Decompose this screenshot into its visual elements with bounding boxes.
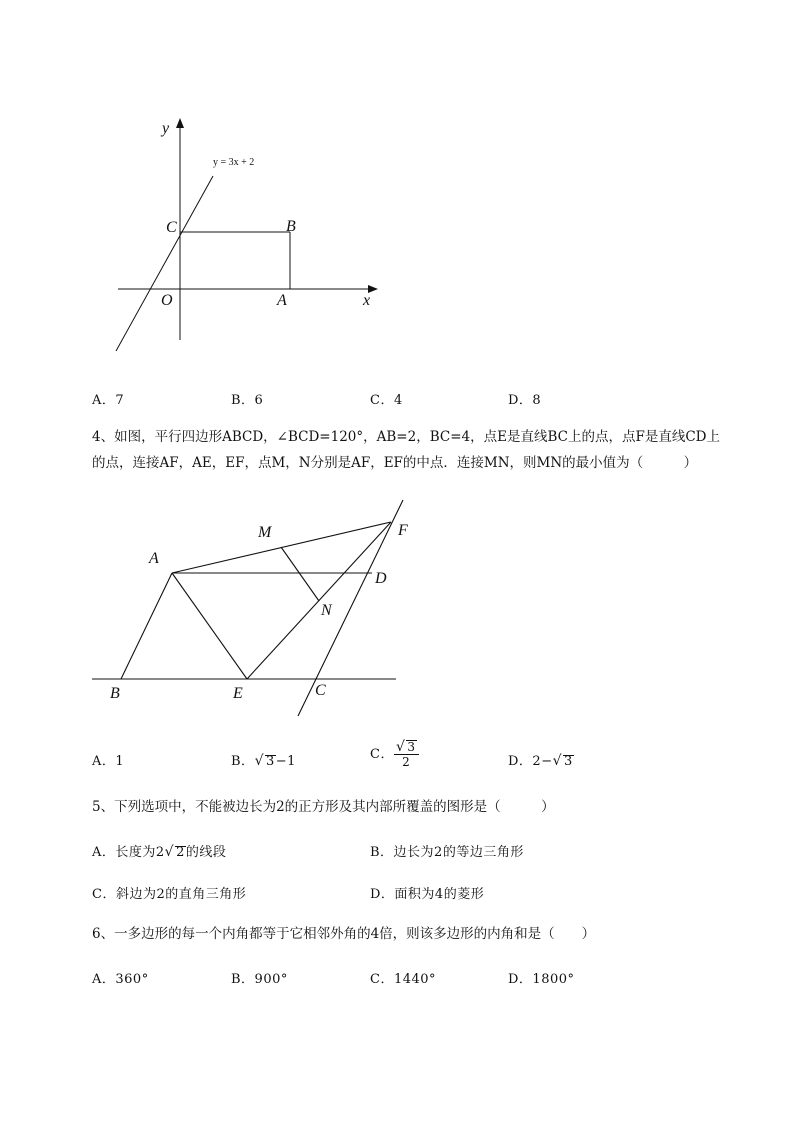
equation-label: y = 3x + 2: [213, 157, 255, 168]
q3-option-b: B．6: [231, 393, 264, 408]
p-label-d: D: [375, 570, 387, 587]
point-a-label: A: [277, 292, 287, 309]
q5-stem: 5、下列选项中，不能被边长为2的正方形及其内部所覆盖的图形是（ ）: [92, 799, 555, 815]
q6-option-b: B．900°: [231, 972, 288, 987]
q4-option-d: D．2−√ 3: [508, 753, 573, 769]
q4-option-c: C． $\frac{√ 3}{2}$: [370, 740, 419, 769]
x-axis-label: x: [363, 292, 371, 309]
p-label-e: E: [233, 685, 243, 702]
q6-option-a: A．360°: [92, 972, 149, 987]
q4-stem-line1: 4、如图，平行四边形ABCD，∠BCD=120°，AB=2，BC=4，点E是直线BC上的点，点F是直线CD上: [92, 429, 720, 445]
point-c-label: C: [166, 219, 177, 236]
q4-option-b: B．√ 3−1: [231, 753, 296, 769]
q3-option-d: D．8: [508, 393, 542, 408]
q5-option-a: A．长度为2√ 2的线段: [92, 844, 227, 860]
q5-option-b: B．边长为2的等边三角形: [370, 845, 524, 860]
q5-option-d: D．面积为4的菱形: [370, 887, 485, 902]
q6-stem: 6、一多边形的每一个内角都等于它相邻外角的4倍，则该多边形的内角和是（ ）: [92, 926, 596, 942]
q6-option-c: C．1440°: [370, 972, 437, 987]
p-label-f: F: [398, 522, 408, 539]
p-label-m: M: [258, 524, 272, 541]
q5-option-c: C．斜边为2的直角三角形: [92, 887, 247, 902]
segment-ab: [121, 573, 172, 679]
q3-option-a: A．7: [92, 393, 125, 408]
segment-mn: [281, 547, 319, 601]
p-label-a: A: [149, 550, 159, 567]
point-b-label: B: [286, 218, 296, 235]
q4-option-a: A．1: [92, 754, 125, 769]
origin-label: O: [161, 292, 173, 309]
line-cd: [298, 500, 403, 716]
q3-option-c: C．4: [370, 393, 403, 408]
q4-stem-line2: 的点，连接AF，AE，EF，点M，N分别是AF，EF的中点．连接MN，则MN的最小值为（ ）: [92, 455, 698, 471]
p-label-n: N: [321, 602, 332, 619]
p-label-b: B: [110, 685, 120, 702]
q6-option-d: D．1800°: [508, 972, 575, 987]
y-axis-label: y: [162, 120, 170, 137]
segment-ae: [172, 573, 247, 679]
p-label-c: C: [315, 682, 326, 699]
